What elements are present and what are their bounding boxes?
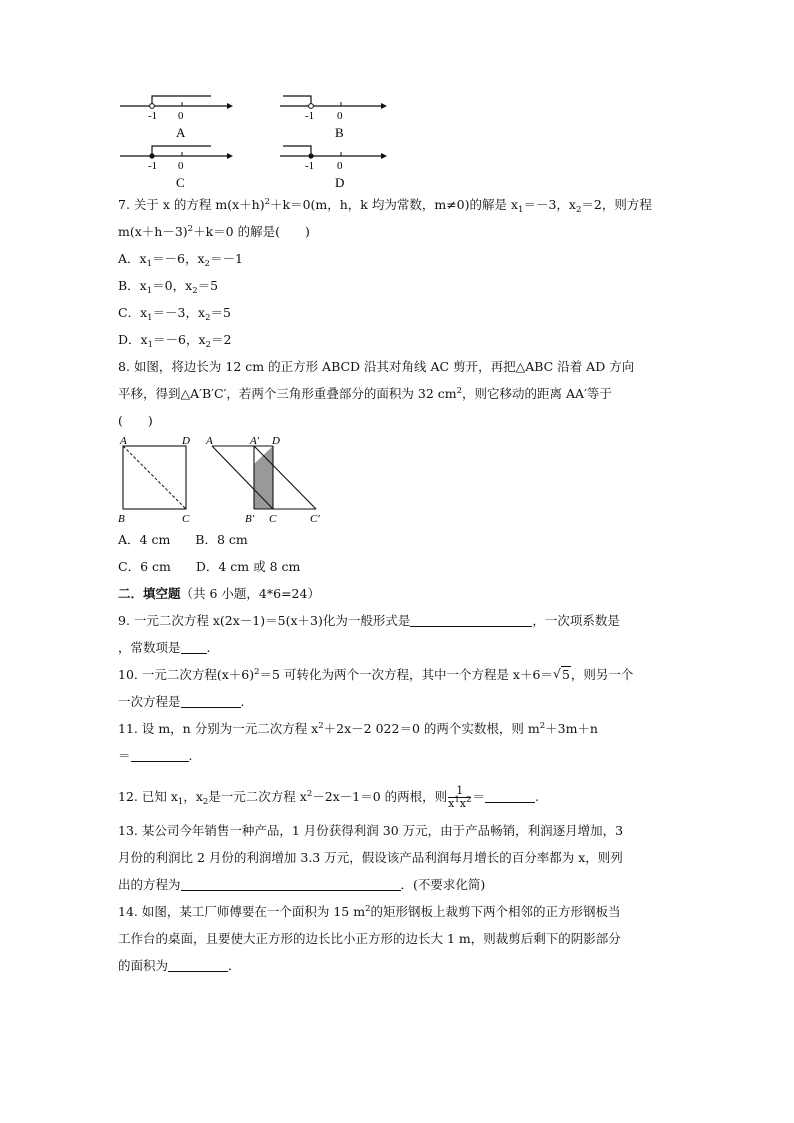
figure-label: B xyxy=(335,125,344,140)
q7-stem-line1: 7. 关于 x 的方程 $m(x+h)^2+k=0(m$，h，k 均为常数，m≠0)的解是 $x_1=-3$，$x_2=2$，则方程 xyxy=(118,197,652,215)
q8-answer-paren: ( ) xyxy=(118,413,153,428)
vertex-b-prime: B′ xyxy=(245,513,255,525)
q10-line2: 一次方程是 . xyxy=(118,694,245,709)
q14-line3: 的面积为 ． xyxy=(118,958,241,973)
q7-option-b: B．$x_1=0$，$x_2=5$ xyxy=(118,278,219,296)
answer-blank[interactable] xyxy=(181,695,241,708)
answer-blank[interactable] xyxy=(485,790,535,803)
q13-line1: 13. 某公司今年销售一种产品，1 月份获得利润 30 万元，由于产品畅销，利润逐月增加，3 xyxy=(118,823,624,838)
q11-line1: 11. 设 m，n 分别为一元二次方程 $x^2+2x-2$ 022＝0 的两个实数根，则 $m^2+3m+n$ xyxy=(118,721,598,736)
q14-line1: 14. 如图，某工厂师傅要在一个面积为 15 $m^2$的矩形钢板上裁剪下两个相邻的正方形钢板当 xyxy=(118,904,621,919)
sqrt-expression: √ 5 xyxy=(552,666,570,682)
tick-zero: 0 xyxy=(178,110,184,122)
vertex-c-prime: C′ xyxy=(310,513,320,525)
numberline-figure-a xyxy=(115,88,235,140)
vertex-a: A xyxy=(206,435,213,447)
tick-neg-one: -1 xyxy=(148,160,158,172)
numberline-figure-d xyxy=(275,140,395,192)
figure-label: D xyxy=(335,175,345,190)
q8-stem-line2: 平移，得到△A′B′C′，若两个三角形重叠部分的面积为 32 $cm^2$，则它移动的距离 AA′等于 xyxy=(118,386,612,401)
q8-shifted-figure xyxy=(200,434,330,528)
q11-line2: ＝ . xyxy=(118,748,193,763)
vertex-b: B xyxy=(118,513,125,525)
q10-line1: 10. 一元二次方程$(x+6)^2=5$ 可转化为两个一次方程，其中一个方程是 x＋6＝ √ 5，则另一个 xyxy=(118,666,634,682)
tick-zero: 0 xyxy=(337,110,343,122)
q12-line: 12. 已知 $x_1$，$x_2$是一元二次方程 $x^2-2x-1=0$ 的两根，则 $\frac{1}{x^1x^2}$ ＝ . xyxy=(118,784,539,810)
q7-option-a: A．$x_1=-6$，$x_2=-1$ xyxy=(118,251,243,269)
q7-option-d: D．$x_1=-6$，$x_2=2$ xyxy=(118,332,232,350)
q8-options-row1: A．4 cm B．8 cm xyxy=(118,532,248,547)
q9-line2: ，常数项是 . xyxy=(118,640,211,655)
numberline-figure-c xyxy=(115,140,235,192)
answer-blank[interactable] xyxy=(168,959,228,972)
figure-label: A xyxy=(176,125,186,140)
tick-zero: 0 xyxy=(337,160,343,172)
q8-stem-line1: 8. 如图，将边长为 12 cm 的正方形 ABCD 沿其对角线 AC 剪开，再把△ABC 沿着 AD 方向 xyxy=(118,359,635,374)
vertex-a-prime: A′ xyxy=(250,435,260,447)
tick-zero: 0 xyxy=(178,160,184,172)
answer-blank[interactable] xyxy=(181,641,207,654)
vertex-c: C xyxy=(182,513,190,525)
vertex-d: D xyxy=(182,435,190,447)
q7-option-c: C．$x_1=-3$，$x_2=5$ xyxy=(118,305,231,323)
q9-line1: 9. 一元二次方程 x(2x－1)＝5(x＋3)化为一般形式是 ，一次项系数是 xyxy=(118,613,620,628)
answer-blank[interactable] xyxy=(181,878,401,891)
q8-options-row2: C．6 cm D．4 cm 或 8 cm xyxy=(118,559,301,574)
figure-label: C xyxy=(176,175,185,190)
tick-neg-one: -1 xyxy=(305,110,315,122)
fraction: $\frac{1}{x^1x^2}$ xyxy=(448,784,472,810)
q8-square-figure xyxy=(115,434,197,528)
answer-blank[interactable] xyxy=(131,749,189,762)
tick-neg-one: -1 xyxy=(148,110,158,122)
q13-line2: 月份的利润比 2 月份的利润增加 3.3 万元，假设该产品利润每月增长的百分率都为 x，则列 xyxy=(118,850,623,865)
answer-blank[interactable] xyxy=(410,614,532,627)
section-title: 二．填空题（共 6 小题，4*6=24） xyxy=(118,586,320,601)
vertex-a: A xyxy=(120,435,127,447)
q14-line2: 工作台的桌面，且要使大正方形的边长比小正方形的边长大 1 m，则裁剪后剩下的阴影部分 xyxy=(118,931,621,946)
vertex-d: D xyxy=(272,435,280,447)
numberline-figure-b xyxy=(275,88,395,140)
q7-stem-line2: $m(x+h-3)^2+k=0$ 的解是( ) xyxy=(118,224,310,239)
tick-neg-one: -1 xyxy=(305,160,315,172)
vertex-c: C xyxy=(269,513,277,525)
q13-line3: 出的方程为 ．(不要求化简) xyxy=(118,877,486,892)
